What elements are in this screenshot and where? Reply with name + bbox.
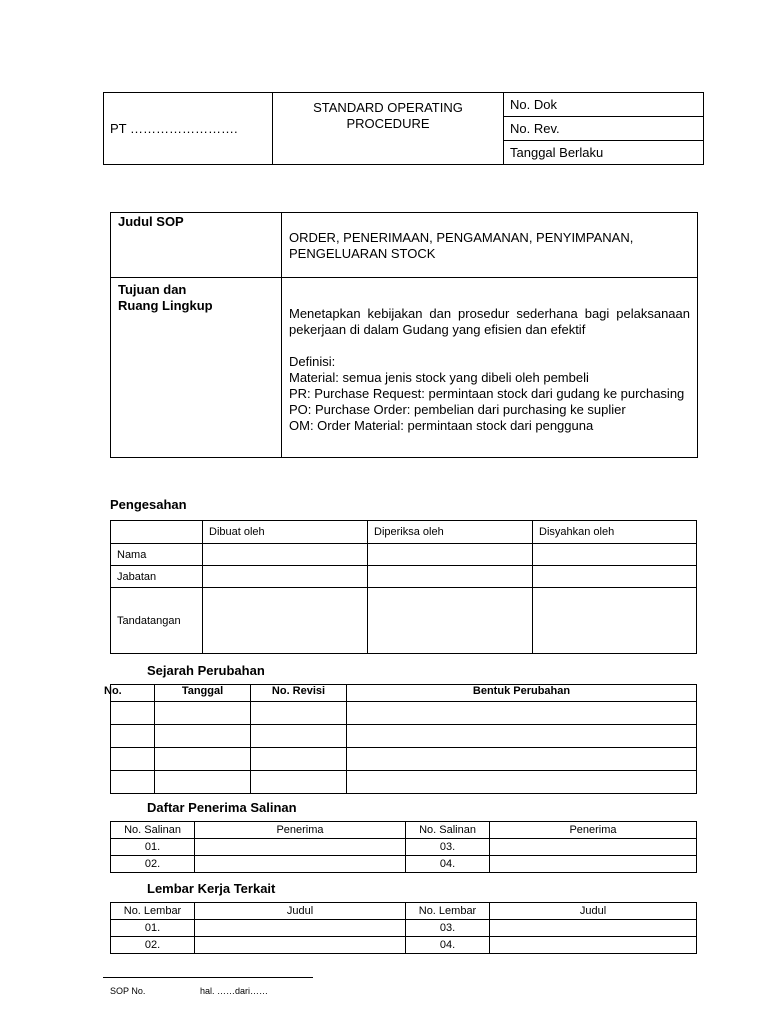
table-row [111, 771, 697, 794]
sejarah-table [104, 684, 697, 794]
lembar-heading: Lembar Kerja Terkait [147, 881, 276, 896]
tujuan-label-line-1: Tujuan dan [118, 282, 187, 297]
tujuan-label [111, 278, 282, 458]
sejarah-heading: Sejarah Perubahan [147, 663, 265, 678]
tujuan-text: Menetapkan kebijakan dan prosedur sederhana bagi pelaksanaan pekerjaan di dalam Gudang yang efisien dan efektif [289, 306, 690, 337]
definisi-om: OM: Order Material: permintaan stock dari pengguna [289, 418, 594, 433]
sah-cell [533, 544, 697, 566]
col-penerima: Penerima [195, 822, 406, 839]
definisi-pr: PR: Purchase Request: permintaan stock dari gudang ke purchasing [289, 386, 685, 401]
col-no: No. [111, 685, 155, 702]
lembar-table [110, 902, 697, 954]
table-row [111, 748, 697, 771]
row-nama: Nama [111, 544, 203, 566]
title-line-2: PROCEDURE [346, 116, 430, 131]
col-tanggal: Tanggal [155, 685, 251, 702]
col-judul: Judul [195, 903, 406, 920]
judul-line-1: ORDER, PENERIMAAN, PENGAMANAN, PENYIMPANAN, [289, 230, 634, 245]
company-name: PT ……………………. [104, 93, 273, 165]
table-row: 02. 04. [111, 856, 697, 873]
tanggal-berlaku-label: Tanggal Berlaku [504, 141, 704, 165]
table-row [111, 725, 697, 748]
col-diperiksa: Diperiksa oleh [368, 521, 533, 544]
sop-info-table [110, 212, 698, 458]
row-tandatangan: Tandatangan [111, 588, 203, 654]
col-penerima: Penerima [490, 822, 697, 839]
table-row: 01. 03. [111, 839, 697, 856]
sah-cell [203, 588, 368, 654]
document-title [273, 93, 504, 165]
sah-cell [368, 566, 533, 588]
col-bentuk-perubahan: Bentuk Perubahan [347, 685, 697, 702]
salinan-heading: Daftar Penerima Salinan [147, 800, 297, 815]
no-dok-label: No. Dok [504, 93, 704, 117]
footer-page: hal. ……dari…… [200, 986, 269, 996]
sah-cell [368, 588, 533, 654]
pengesahan-heading: Pengesahan [110, 497, 187, 512]
judul-line-2: PENGELUARAN STOCK [289, 246, 436, 261]
no-rev-label: No. Rev. [504, 117, 704, 141]
col-disyahkan: Disyahkan oleh [533, 521, 697, 544]
sop-header [103, 92, 704, 165]
col-no-lembar: No. Lembar [406, 903, 490, 920]
col-no-salinan: No. Salinan [111, 822, 195, 839]
definisi-po: PO: Purchase Order: pembelian dari purchasing ke suplier [289, 402, 626, 417]
table-row: 02. 04. [111, 937, 697, 954]
row-jabatan: Jabatan [111, 566, 203, 588]
col-no-lembar: No. Lembar [111, 903, 195, 920]
footer-sop-no: SOP No. [110, 986, 146, 996]
definisi-label: Definisi: [289, 354, 336, 369]
judul-sop-label: Judul SOP [111, 213, 282, 278]
col-dibuat: Dibuat oleh [203, 521, 368, 544]
sah-cell [368, 544, 533, 566]
footer-divider [103, 977, 313, 978]
sah-cell [203, 544, 368, 566]
table-row: 01. 03. [111, 920, 697, 937]
pengesahan-table [110, 520, 697, 654]
tujuan-value [282, 278, 698, 458]
judul-sop-value [282, 213, 698, 278]
col-no-salinan: No. Salinan [406, 822, 490, 839]
tujuan-label-line-2: Ruang Lingkup [118, 298, 213, 313]
sah-cell [533, 566, 697, 588]
col-no-revisi: No. Revisi [251, 685, 347, 702]
title-line-1: STANDARD OPERATING [313, 100, 463, 115]
sah-cell [203, 566, 368, 588]
salinan-table [110, 821, 697, 873]
table-row [111, 702, 697, 725]
sah-cell [533, 588, 697, 654]
col-judul: Judul [490, 903, 697, 920]
pengesahan-corner [111, 521, 203, 544]
definisi-material: Material: semua jenis stock yang dibeli oleh pembeli [289, 370, 589, 385]
